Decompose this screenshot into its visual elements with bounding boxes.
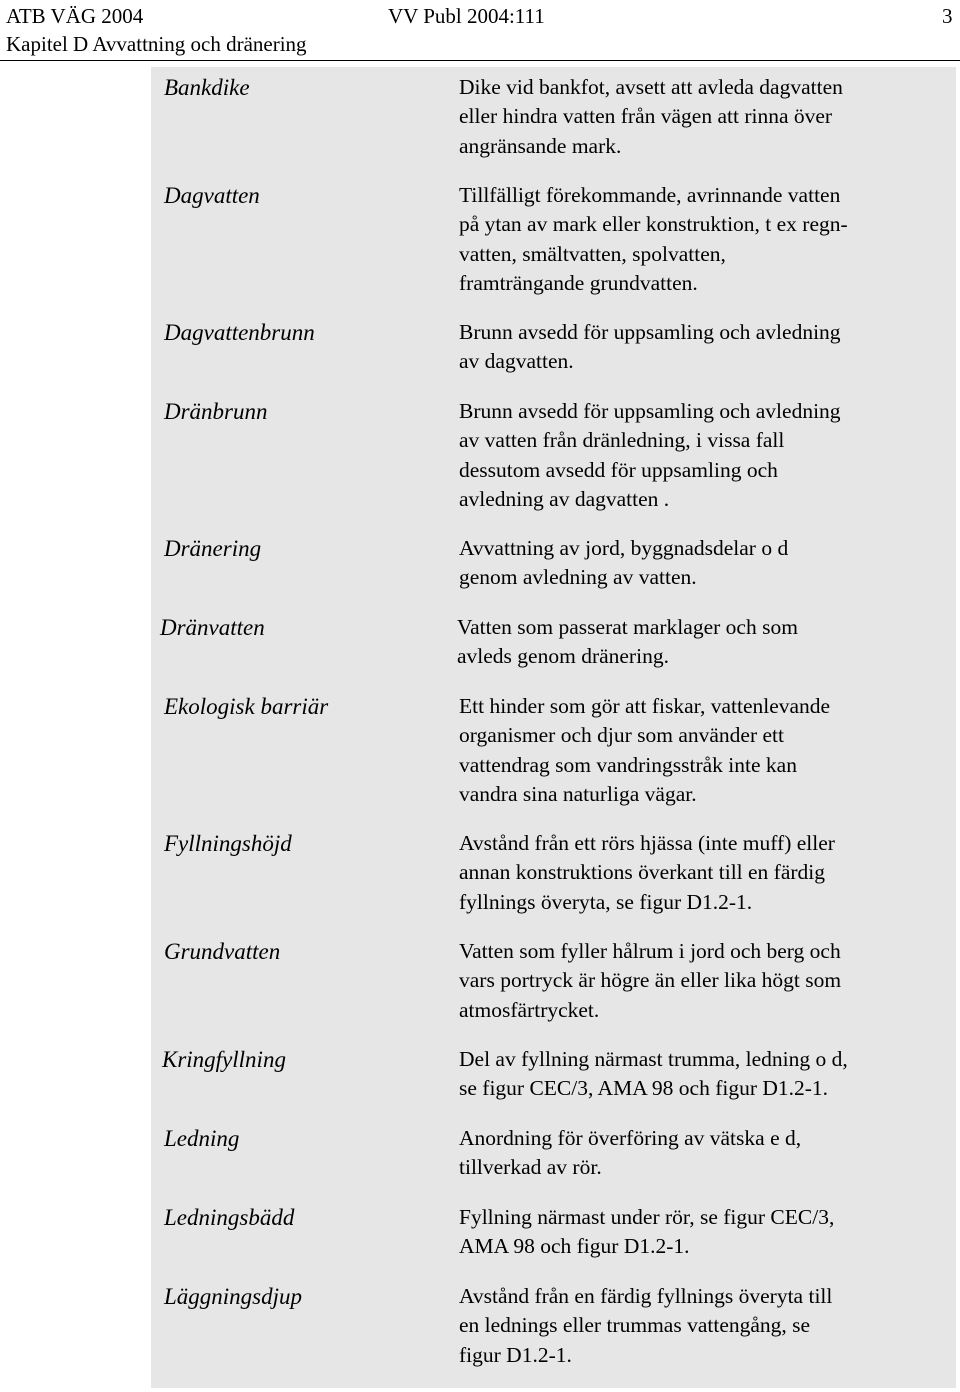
- glossary-definition: [459, 318, 929, 377]
- glossary-term: Ekologisk barriär: [164, 694, 329, 719]
- definition-line: av vatten från dränledning, i vissa fall: [459, 428, 785, 453]
- definition-line: avleds genom dränering.: [457, 644, 669, 669]
- definition-line: eller hindra vatten från vägen att rinna över: [459, 104, 833, 129]
- definition-line: Anordning för överföring av vätska e d,: [459, 1126, 802, 1150]
- document-short-title: ATB VÄG 2004: [6, 4, 144, 28]
- definition-line: vattendrag som vandringsstråk inte kan: [459, 752, 797, 777]
- definition-line: Vatten som passerat marklager och som: [457, 615, 798, 639]
- glossary-term: Dagvattenbrunn: [164, 320, 315, 345]
- glossary-term: Dränering: [164, 536, 262, 561]
- definition-line: vatten, smältvatten, spolvatten,: [459, 241, 726, 266]
- definition-line: Tillfälligt förekommande, avrinnande vatten: [459, 183, 841, 207]
- definition-line: Avstånd från ett rörs hjässa (inte muff) eller: [459, 831, 835, 855]
- definition-line: av dagvatten.: [459, 349, 574, 374]
- glossary-definition: [459, 692, 929, 809]
- definition-line: dessutom avsedd för uppsamling och: [459, 457, 778, 482]
- publication-number: VV Publ 2004:111: [388, 4, 545, 28]
- definition-line: organismer och djur som använder ett: [459, 723, 784, 748]
- definition-line: Avvattning av jord, byggnadsdelar o d: [459, 536, 789, 560]
- definition-line: AMA 98 och figur D1.2-1.: [459, 1234, 690, 1259]
- glossary-term: Dränvatten: [160, 615, 265, 640]
- definition-line: framträngande grundvatten.: [459, 270, 698, 295]
- definition-line: en lednings eller trummas vattengång, se: [459, 1313, 811, 1338]
- definition-line: Avstånd från en färdig fyllnings överyta till: [459, 1284, 833, 1308]
- definition-line: fyllnings överyta, se figur D1.2-1.: [459, 889, 753, 914]
- glossary-term: Fyllningshöjd: [164, 831, 292, 856]
- glossary-term: Grundvatten: [164, 939, 281, 964]
- header-rule: [0, 60, 960, 61]
- definition-line: angränsande mark.: [459, 133, 622, 158]
- definition-line: figur D1.2-1.: [459, 1342, 572, 1367]
- definition-line: Ett hinder som gör att fiskar, vattenlevande: [459, 694, 831, 718]
- definition-line: Del av fyllning närmast trumma, ledning o d,: [459, 1047, 848, 1071]
- glossary-definition: [459, 534, 929, 593]
- definition-line: Vatten som fyller hålrum i jord och berg och: [459, 939, 841, 963]
- glossary-term: Dagvatten: [164, 183, 260, 208]
- definition-line: vars portryck är högre än eller lika högt som: [459, 968, 842, 993]
- glossary-definition: [459, 1203, 929, 1262]
- glossary-definition: [459, 397, 929, 514]
- definition-line: vandra sina naturliga vägar.: [459, 781, 697, 806]
- glossary-term: Ledningsbädd: [164, 1205, 295, 1230]
- glossary-definition: [459, 937, 929, 1025]
- glossary-definition: [459, 181, 929, 298]
- definition-line: atmosfärtrycket.: [459, 997, 600, 1022]
- glossary-definition: [459, 73, 929, 161]
- definition-line: Brunn avsedd för uppsamling och avledning: [459, 320, 841, 344]
- glossary-term: Ledning: [164, 1126, 240, 1151]
- definition-line: på ytan av mark eller konstruktion, t ex regn-: [459, 212, 848, 237]
- definition-line: avledning av dagvatten .: [459, 486, 670, 511]
- definition-line: Brunn avsedd för uppsamling och avledning: [459, 399, 841, 423]
- page-number: 3: [942, 4, 953, 28]
- definition-line: se figur CEC/3, AMA 98 och figur D1.2-1.: [459, 1076, 829, 1101]
- definition-line: genom avledning av vatten.: [459, 565, 697, 590]
- glossary-term: Kringfyllning: [162, 1047, 286, 1072]
- glossary-definition: [459, 1282, 929, 1370]
- definition-line: Fyllning närmast under rör, se figur CEC/3,: [459, 1205, 835, 1229]
- glossary-term: Läggningsdjup: [164, 1284, 303, 1309]
- glossary-definition: [459, 1124, 929, 1183]
- glossary-definition: [459, 829, 929, 917]
- glossary-definition: [457, 613, 927, 672]
- definition-line: annan konstruktions överkant till en färdig: [459, 860, 826, 885]
- glossary-term: Dränbrunn: [164, 399, 268, 424]
- definition-line: Dike vid bankfot, avsett att avleda dagvatten: [459, 75, 843, 99]
- chapter-title: Kapitel D Avvattning och dränering: [6, 32, 307, 56]
- page-header: [0, 0, 960, 62]
- glossary-definition: [459, 1045, 929, 1104]
- definition-line: tillverkad av rör.: [459, 1155, 602, 1180]
- glossary-term: Bankdike: [164, 75, 250, 100]
